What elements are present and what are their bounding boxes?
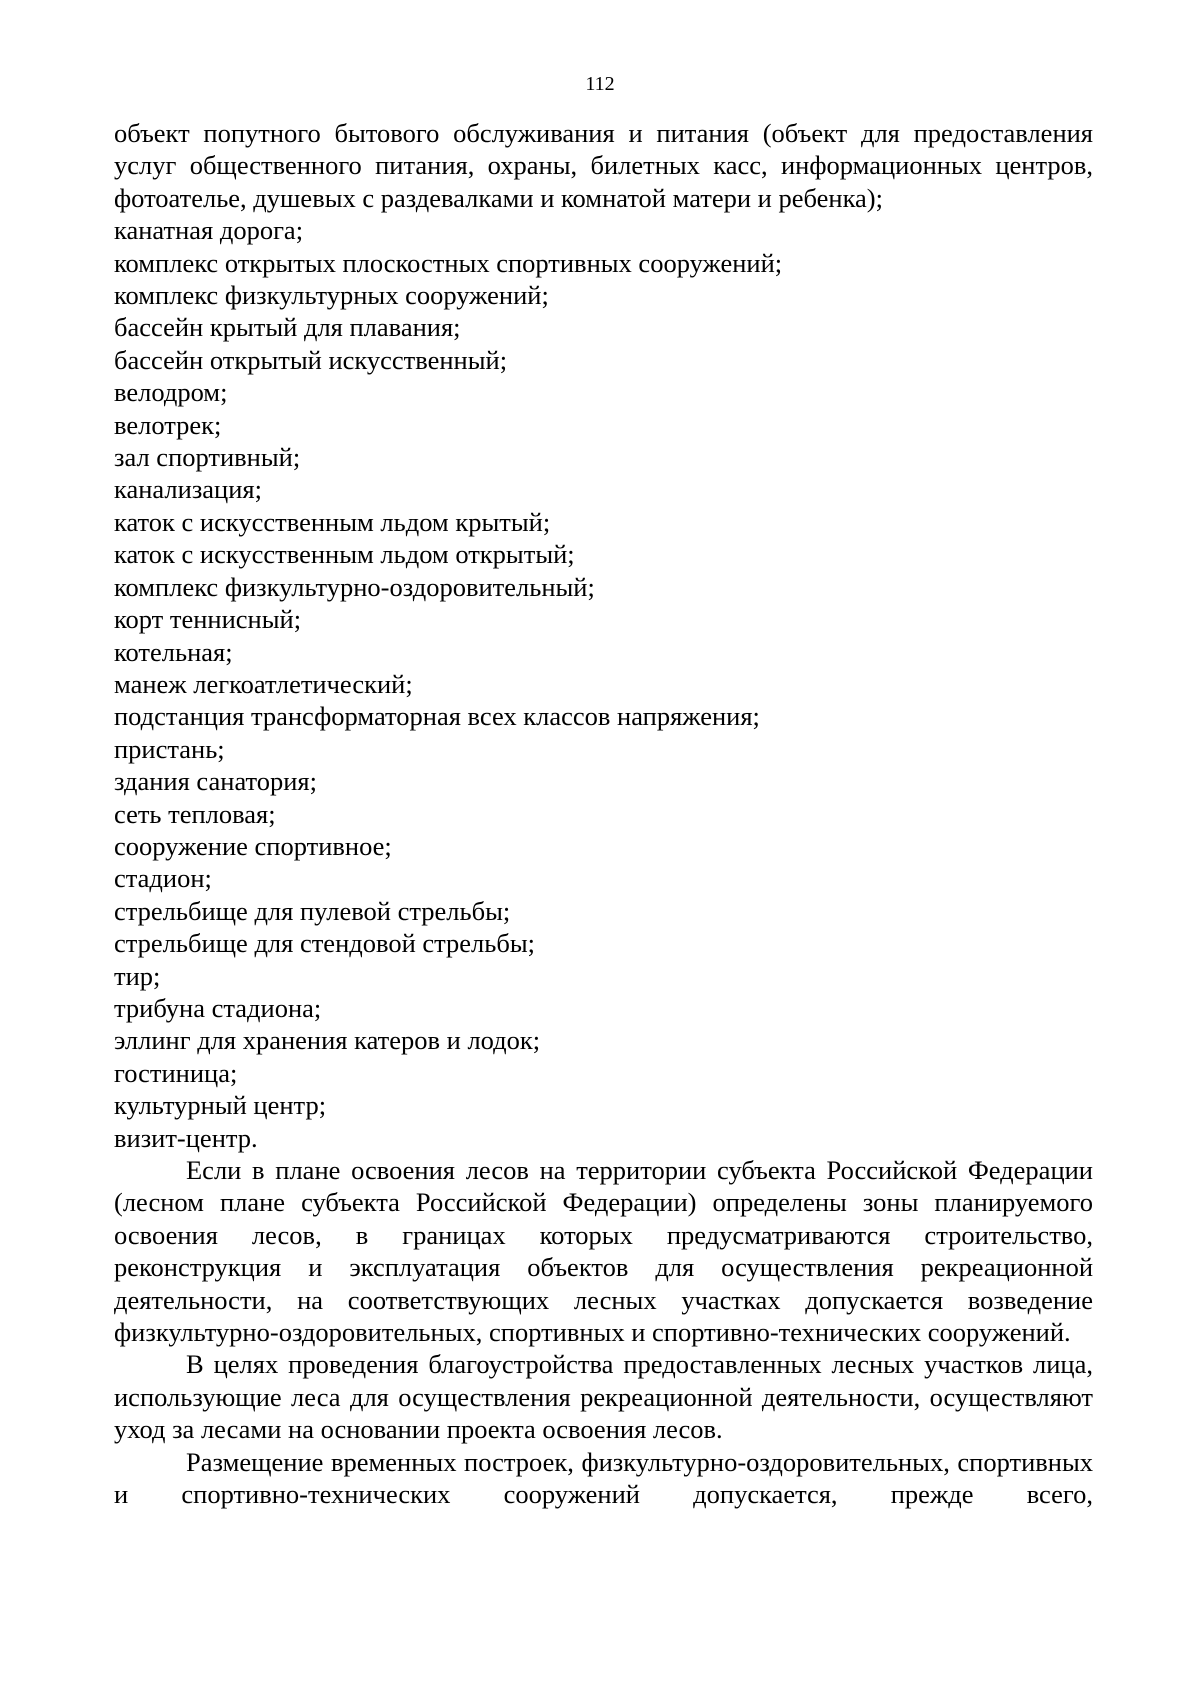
list-item: тир; [114,960,161,991]
list-item: стадион; [114,863,212,894]
list-item: комплекс физкультурных сооружений; [114,280,549,311]
list-item: стрельбище для пулевой стрельбы; [114,895,511,926]
list-item: корт теннисный; [114,604,302,635]
list-item: велотрек; [114,409,222,440]
list-item: культурный центр; [114,1090,327,1121]
list-item: манеж легкоатлетический; [114,668,413,699]
intro-list-item: объект попутного бытового обслуживания и питания (объект для предоставления услуг общественного питания, охраны, билетных касс, информационных центров, фотоателье, душевых с раздевалками и комнатой матери и ребенка); [114,118,1093,213]
list-item: зал спортивный; [114,442,301,473]
paragraph-forest-plan: Если в плане освоения лесов на территории субъекта Российской Федерации (лесном плане субъекта Российской Федерации) определены зоны планируемого освоения лесов, в границах которых предусматриваются строительство, реконструкция и эксплуатация объектов для осуществления рекреационной деятельности, на соответствующих лесных участках допускается возведение физкультурно-оздоровительных, спортивных и спортивно-технических сооружений. [114,1155,1093,1348]
list-item: котельная; [114,636,233,667]
list-item: пристань; [114,733,225,764]
list-item: стрельбище для стендовой стрельбы; [114,928,536,959]
facility-list [114,214,1093,1154]
list-item: комплекс физкультурно-оздоровительный; [114,571,595,602]
list-item: гостиница; [114,1057,238,1088]
list-item: каток с искусственным льдом крытый; [114,506,551,537]
paragraph-temporary-buildings: Размещение временных построек, физкультурно-оздоровительных, спортивных и спортивно-технических сооружений допускается, прежде всего, [114,1446,1093,1510]
list-item: бассейн крытый для плавания; [114,312,461,343]
list-item: комплекс открытых плоскостных спортивных сооружений; [114,247,783,278]
list-item: бассейн открытый искусственный; [114,344,508,375]
page-number: 112 [585,73,615,95]
list-item: канализация; [114,474,262,505]
list-item: канатная дорога; [114,215,304,246]
paragraph-improvement: В целях проведения благоустройства предоставленных лесных участков лица, использующие леса для осуществления рекреационной деятельности, осуществляют уход за лесами на основании проекта освоения лесов. [114,1349,1093,1445]
list-item: сооружение спортивное; [114,830,392,861]
list-item: сеть тепловая; [114,798,276,829]
list-item: здания санатория; [114,766,317,797]
list-item: визит-центр. [114,1122,258,1153]
list-item: трибуна стадиона; [114,992,322,1023]
list-item: эллинг для хранения катеров и лодок; [114,1025,541,1056]
list-item: подстанция трансформаторная всех классов напряжения; [114,701,760,732]
list-item: каток с искусственным льдом открытый; [114,539,575,570]
list-item: велодром; [114,377,228,408]
document-body [114,117,1093,1510]
